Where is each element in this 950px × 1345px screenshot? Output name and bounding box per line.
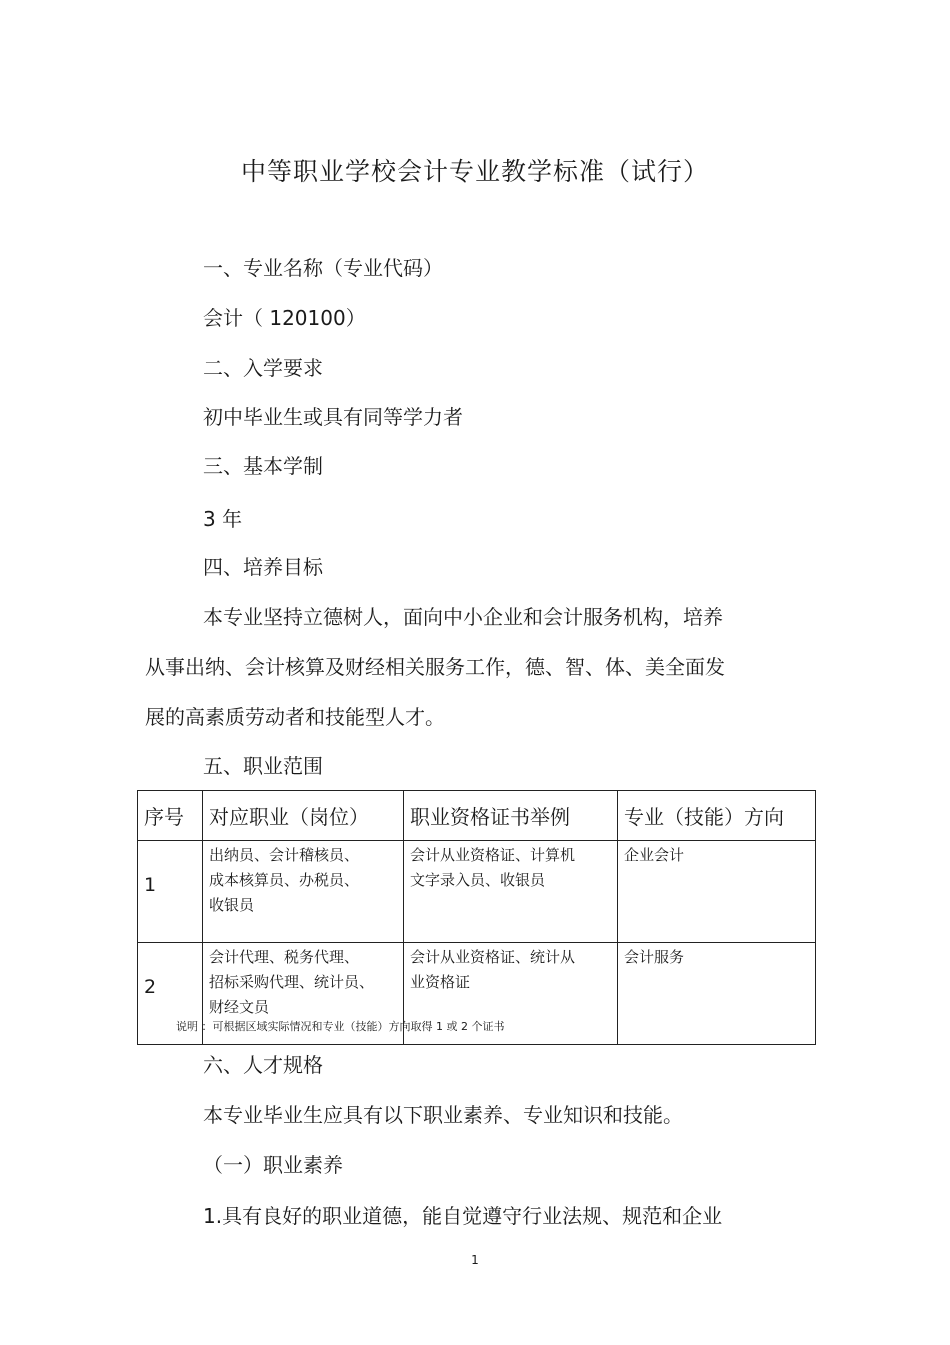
objective-paragraph-line-2: 从事出纳、会计核算及财经相关服务工作，德、智、体、美全面发 [145,655,725,679]
cell-line: 成本核算员、办税员、 [209,871,360,889]
career-scope-table [137,790,816,1045]
document-title: 中等职业学校会计专业教学标准（试行） [240,157,709,186]
cell-line: 会计从业资格证、统计从 [410,948,576,966]
section-1-heading: 一、专业名称（专业代码） [203,256,443,280]
major-name-code: 会计（ 120100） [203,306,366,330]
cell-line: 财经文员 [209,998,270,1016]
section-3-heading: 三、基本学制 [203,454,323,478]
cell-line: 招标采购代理、统计员、 [209,973,375,991]
admission-requirement: 初中毕业生或具有同等学力者 [203,405,463,429]
objective-paragraph-line-1: 本专业坚持立德树人，面向中小企业和会计服务机构，培养 [203,605,723,629]
header-jobs: 对应职业（岗位） [203,791,404,841]
cell-line: 收银员 [209,896,255,914]
cell-line: 文字录入员、收银员 [410,871,546,889]
study-length: 3 年 [203,507,243,531]
objective-paragraph-line-3: 展的高素质劳动者和技能型人才。 [145,705,445,729]
section-5-heading: 五、职业范围 [203,754,323,778]
talent-spec-intro: 本专业毕业生应具有以下职业素养、专业知识和技能。 [203,1103,683,1127]
section-4-heading: 四、培养目标 [203,555,323,579]
cell-line: 会计从业资格证、计算机 [410,846,576,864]
row-direction: 会计服务 [618,943,816,1045]
header-direction: 专业（技能）方向 [618,791,816,841]
row-direction: 企业会计 [618,841,816,943]
row-number: 1 [138,841,203,943]
header-certificates: 职业资格证书举例 [404,791,618,841]
cell-line: 业资格证 [410,973,471,991]
table-header-row [138,791,816,841]
row-certificates [404,841,618,943]
row-jobs [203,841,404,943]
table-note: 说明 ：可根据区域实际情况和专业（技能）方向取得 1 或 2 个证书 [176,1020,505,1033]
section-2-heading: 二、入学要求 [203,356,323,380]
header-number: 序号 [138,791,203,841]
quality-item-1: 1.具有良好的职业道德，能自觉遵守行业法规、规范和企业 [203,1204,723,1228]
cell-line: 出纳员、会计稽核员、 [209,846,360,864]
cell-line: 会计代理、税务代理、 [209,948,360,966]
row-number: 2 [138,943,203,1045]
section-6-heading: 六、人才规格 [203,1053,323,1077]
page-number: 1 [471,1253,479,1267]
table-row [138,841,816,943]
subsection-professional-quality: （一）职业素养 [203,1153,343,1177]
